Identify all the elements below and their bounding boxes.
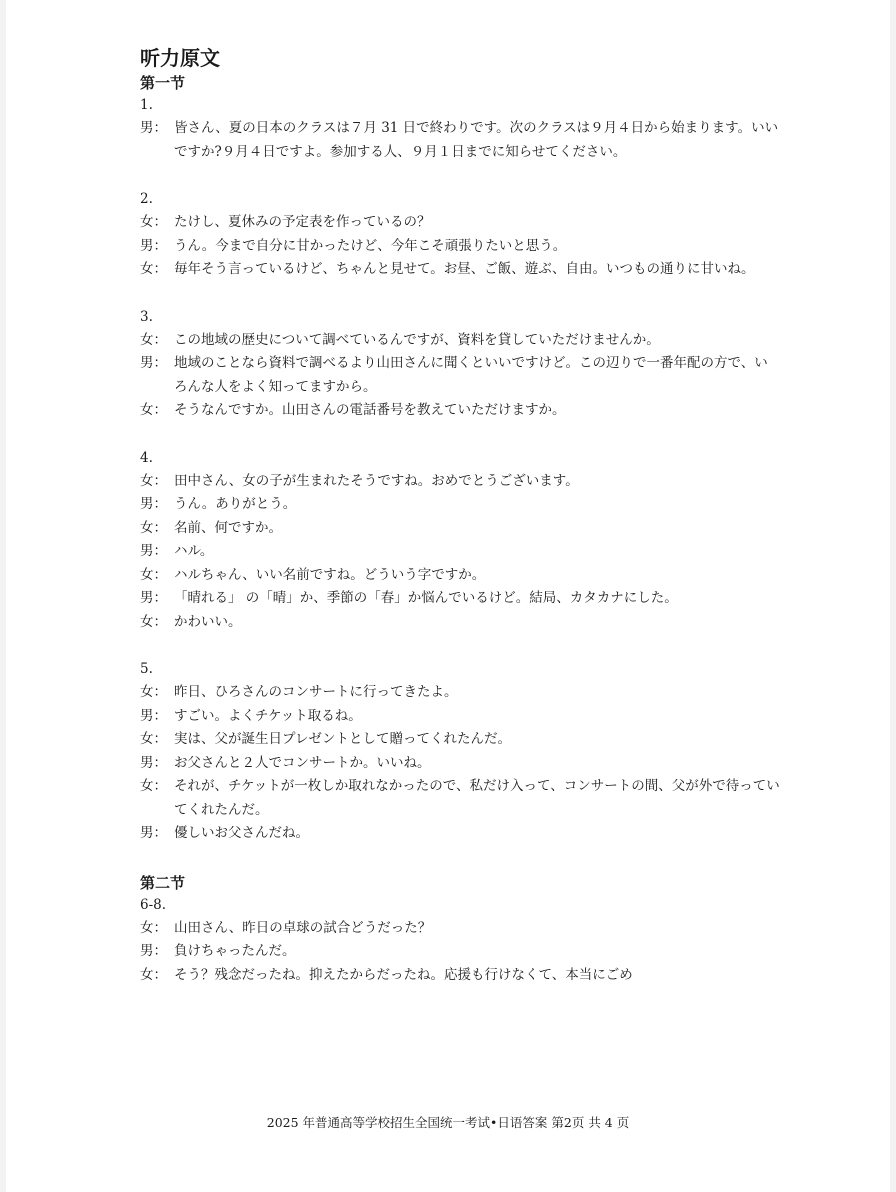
dialogue-text: 山田さん、昨日の卓球の試合どうだった？ — [174, 919, 432, 936]
dialogue-text: 「晴れる」 の「晴」か、季節の「春」か悩んでいるけど。結局、カタカナにした。 — [174, 590, 678, 606]
question-block — [140, 658, 780, 846]
speaker-label: 男： — [140, 707, 167, 724]
dialogue-line — [140, 822, 780, 846]
question-number: 1. — [140, 97, 153, 113]
speaker-label: 女： — [140, 261, 167, 277]
dialogue-text: お父さんと２人でコンサートか。いいね。 — [174, 754, 431, 771]
speaker-label: 男： — [140, 120, 167, 136]
dialogue-text: 田中さん、女の子が生まれたそうですね。おめでとうございます。 — [174, 472, 579, 489]
dialogue-line — [140, 117, 780, 164]
dialogue-line — [140, 964, 780, 988]
question-block — [140, 894, 780, 988]
dialogue-line — [140, 517, 780, 541]
document-content — [140, 44, 780, 987]
dialogue-line — [140, 917, 780, 941]
speaker-label: 女： — [140, 778, 167, 794]
document-page — [6, 0, 890, 1192]
dialogue-text: ハルちゃん、いい名前ですね。どういう字ですか。 — [174, 566, 486, 583]
speaker-label: 女： — [140, 214, 167, 230]
speaker-label: 女： — [140, 919, 167, 936]
speaker-label: 男： — [140, 754, 167, 771]
speaker-label: 女： — [140, 566, 167, 583]
dialogue-line — [140, 329, 780, 353]
section-title-1: 第一节 — [140, 74, 186, 92]
dialogue-line — [140, 681, 780, 705]
dialogue-line — [140, 352, 780, 399]
speaker-label: 男： — [140, 543, 167, 559]
dialogue-text: ハル。 — [174, 543, 214, 559]
dialogue-text: 昨日、ひろさんのコンサートに行ってきたよ。 — [174, 684, 458, 700]
speaker-label: 女： — [140, 613, 167, 630]
dialogue-text: 実は、父が誕生日プレゼントとして贈ってくれたんだ。 — [174, 731, 511, 747]
question-number: 5. — [140, 661, 153, 677]
dialogue-line — [140, 493, 780, 517]
dialogue-text: うん。今まで自分に甘かったけど、今年こそ頑張りたいと思う。 — [174, 237, 567, 254]
dialogue-text: 名前、何ですか。 — [174, 519, 282, 536]
dialogue-text: たけし、夏休みの予定表を作っているの？ — [174, 214, 431, 230]
speaker-label: 女： — [140, 472, 167, 489]
dialogue-text: 毎年そう言っているけど、ちゃんと見せて。お昼、ご飯、遊ぶ、自由。いつもの通りに甘いね。 — [174, 261, 755, 277]
question-block — [140, 447, 780, 635]
question-number: 6-8. — [140, 896, 167, 913]
speaker-label: 女： — [140, 402, 167, 418]
dialogue-line — [140, 235, 780, 259]
dialogue-text: すごい。よくチケット取るね。 — [174, 707, 362, 724]
dialogue-line — [140, 540, 780, 564]
dialogue-line — [140, 940, 780, 964]
question-number: 2. — [140, 191, 153, 207]
page-footer: 2025 年普通高等学校招生全国统一考试•日语答案 第2页 共 4 页 — [266, 1115, 630, 1130]
question-block — [140, 306, 780, 423]
dialogue-line — [140, 705, 780, 729]
speaker-label: 女： — [140, 731, 167, 747]
question-number: 4. — [140, 449, 153, 466]
dialogue-text: かわいい。 — [174, 613, 242, 630]
dialogue-text: それが、チケットが一枚しか取れなかったので、私だけ入って、コンサートの間、父が外で待っていてくれたんだ。 — [174, 778, 780, 818]
dialogue-text: 負けちゃったんだ。 — [174, 943, 296, 959]
speaker-label: 男： — [140, 355, 167, 371]
dialogue-text: 皆さん、夏の日本のクラスは７月 31 日で終わりです。次のクラスは９月４日から始まります。いいですか?９月４日ですよ。参加する人、９月１日までに知らせてください。 — [174, 120, 779, 160]
dialogue-line — [140, 258, 780, 282]
section-title-2: 第二节 — [140, 873, 186, 892]
dialogue-line — [140, 399, 780, 423]
dialogue-text: この地域の歴史について調べているんですが、資料を貸していただけませんか。 — [174, 331, 660, 348]
dialogue-line — [140, 611, 780, 635]
dialogue-text: そうなんですか。山田さんの電話番号を教えていただけますか。 — [174, 402, 566, 418]
dialogue-line — [140, 211, 780, 235]
speaker-label: 女： — [140, 331, 167, 348]
speaker-label: 男： — [140, 590, 167, 606]
question-number: 3. — [140, 308, 153, 325]
speaker-label: 男： — [140, 237, 167, 254]
dialogue-line — [140, 752, 780, 776]
dialogue-line — [140, 470, 780, 494]
speaker-label: 男： — [140, 496, 167, 512]
dialogue-line — [140, 564, 780, 588]
question-block — [140, 188, 780, 282]
dialogue-line — [140, 728, 780, 752]
dialogue-text: うん。ありがとう。 — [174, 496, 297, 512]
dialogue-text: 優しいお父さんだね。 — [174, 825, 309, 841]
speaker-label: 女： — [140, 684, 167, 700]
speaker-label: 女： — [140, 519, 167, 536]
dialogue-text: そう？残念だったね。抑えたからだったね。応援も行けなくて、本当にごめ — [174, 966, 633, 983]
dialogue-text: 地域のことなら資料で調べるより山田さんに聞くといいですけど。この辺りで一番年配の方で、いろんな人をよく知ってますから。 — [174, 355, 768, 395]
dialogue-line — [140, 587, 780, 611]
page-title: 听力原文 — [140, 46, 220, 70]
speaker-label: 女： — [140, 966, 167, 983]
speaker-label: 男： — [140, 825, 167, 841]
dialogue-line — [140, 775, 780, 822]
question-block — [140, 94, 780, 164]
speaker-label: 男： — [140, 943, 167, 959]
